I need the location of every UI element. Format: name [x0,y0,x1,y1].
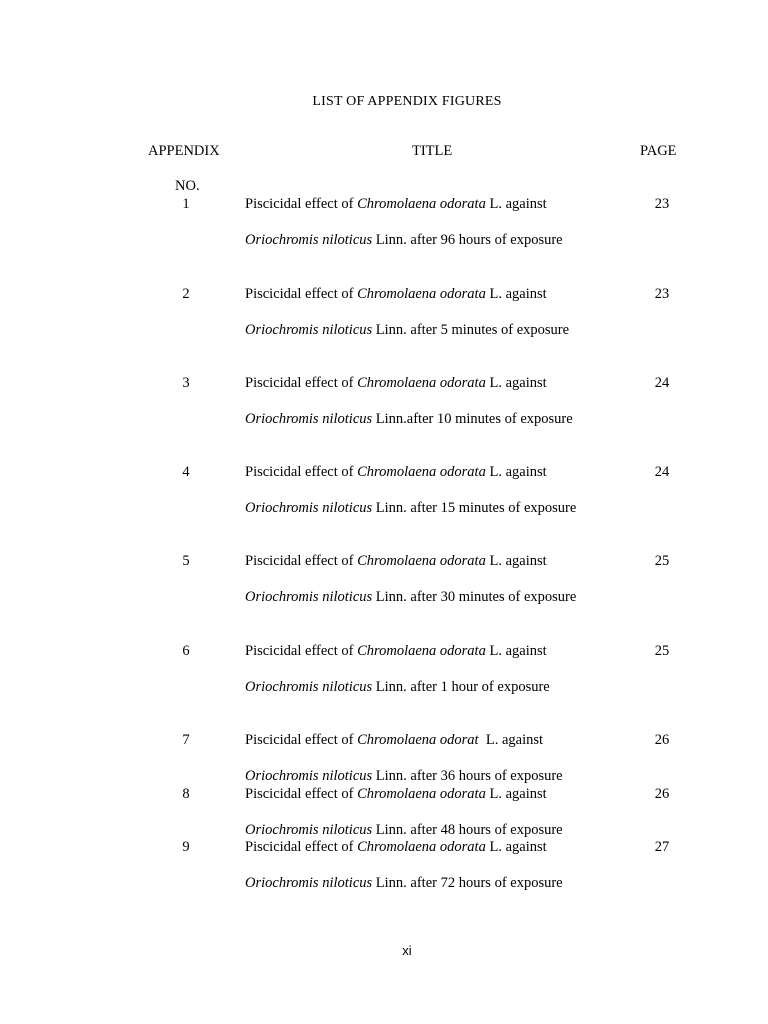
entry-title-line-2: Oriochromis niloticus Linn. after 30 minutes of exposure [245,589,577,605]
entry-title-line-2: Oriochromis niloticus Linn. after 1 hour of exposure [245,679,550,695]
appendix-entry-1 [0,196,768,256]
species-name: Oriochromis niloticus [245,322,373,338]
column-header-page: PAGE [640,143,677,159]
entry-title-line-1: Piscicidal effect of Chromolaena odorata L. against [245,839,547,855]
appendix-entry-3 [0,375,768,435]
column-header-no: NO. [175,178,200,194]
species-name: Chromolaena odorata [357,375,486,391]
entry-title-line-1: Piscicidal effect of Chromolaena odorata L. against [245,553,547,569]
entry-title-line-2: Oriochromis niloticus Linn. after 5 minutes of exposure [245,322,570,338]
species-name: Chromolaena odorata [357,286,486,302]
page-number: 27 [654,839,670,855]
page-number: 24 [654,375,670,391]
species-name: Oriochromis niloticus [245,768,373,784]
entry-title-line-2: Oriochromis niloticus Linn. after 72 hours of exposure [245,875,563,891]
page-number: 24 [654,464,670,480]
species-name: Chromolaena odorata [357,643,486,659]
appendix-entry-9 [0,839,768,899]
species-name: Oriochromis niloticus [245,411,373,427]
appendix-number: 4 [182,464,190,480]
entry-title-line-1: Piscicidal effect of Chromolaena odorat L. against [245,732,544,748]
species-name: Oriochromis niloticus [245,875,373,891]
entry-title-line-1: Piscicidal effect of Chromolaena odorata L. against [245,196,547,212]
appendix-number: 5 [182,553,190,569]
page-number: 25 [654,553,670,569]
page-number: 25 [654,643,670,659]
appendix-number: 8 [182,786,190,802]
appendix-number: 7 [182,732,190,748]
species-name: Chromolaena odorata [357,196,486,212]
appendix-entry-2 [0,286,768,346]
species-name: Chromolaena odorata [357,786,486,802]
species-name: Chromolaena odorata [357,553,486,569]
appendix-number: 9 [182,839,190,855]
species-name: Chromolaena odorat [357,732,479,748]
species-name: Chromolaena odorata [357,839,486,855]
column-header-appendix: APPENDIX [148,143,220,159]
entry-title-line-1: Piscicidal effect of Chromolaena odorata L. against [245,375,547,391]
appendix-entry-5 [0,553,768,613]
entry-title-line-2: Oriochromis niloticus Linn.after 10 minutes of exposure [245,411,573,427]
species-name: Chromolaena odorata [357,464,486,480]
appendix-entry-8 [0,786,768,846]
appendix-entry-6 [0,643,768,703]
page-number: 23 [654,196,670,212]
page-title: LIST OF APPENDIX FIGURES [312,94,502,109]
entry-title-line-1: Piscicidal effect of Chromolaena odorata L. against [245,286,547,302]
entry-title-line-2: Oriochromis niloticus Linn. after 36 hours of exposure [245,768,563,784]
page-footer-number: xi [402,943,412,958]
appendix-entry-7 [0,732,768,792]
species-name: Oriochromis niloticus [245,679,373,695]
appendix-number: 3 [182,375,190,391]
page-number: 26 [654,732,670,748]
entry-title-line-1: Piscicidal effect of Chromolaena odorata L. against [245,464,547,480]
species-name: Oriochromis niloticus [245,589,373,605]
entry-title-line-2: Oriochromis niloticus Linn. after 48 hours of exposure [245,822,563,838]
entry-title-line-2: Oriochromis niloticus Linn. after 96 hours of exposure [245,232,563,248]
entry-title-line-1: Piscicidal effect of Chromolaena odorata L. against [245,643,547,659]
species-name: Oriochromis niloticus [245,822,373,838]
column-header-title: TITLE [412,143,453,159]
appendix-number: 1 [182,196,190,212]
entry-title-line-1: Piscicidal effect of Chromolaena odorata L. against [245,786,547,802]
page-number: 23 [654,286,670,302]
species-name: Oriochromis niloticus [245,500,373,516]
appendix-number: 2 [182,286,190,302]
entry-title-line-2: Oriochromis niloticus Linn. after 15 minutes of exposure [245,500,577,516]
appendix-entry-4 [0,464,768,524]
species-name: Oriochromis niloticus [245,232,373,248]
page-number: 26 [654,786,670,802]
appendix-number: 6 [182,643,190,659]
